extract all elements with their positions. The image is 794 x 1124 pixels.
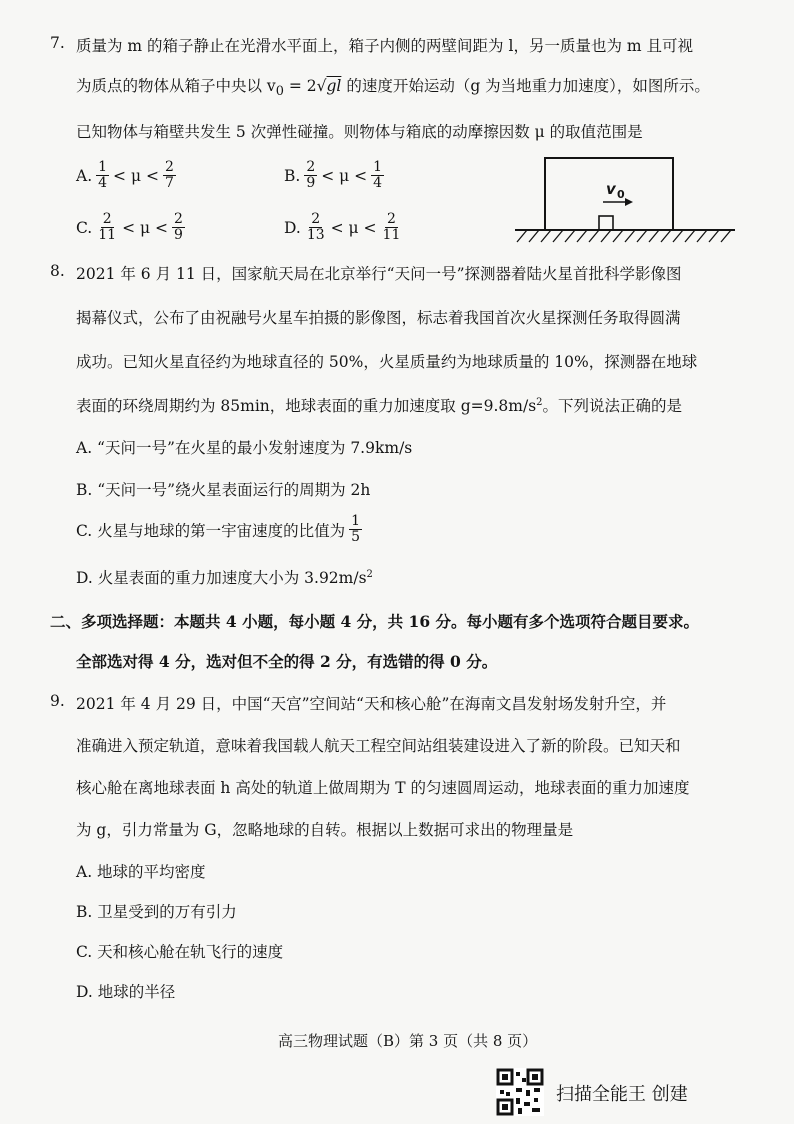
floor-hatching: [517, 230, 731, 242]
q8-line1: 2021 年 6 月 11 日，国家航天局在北京举行“天问一号”探测器着陆火星首批科学影像图: [76, 265, 682, 283]
q7-number: 7.: [50, 34, 65, 52]
section-heading: 二、多项选择题：本题共 4 小题，每小题 4 分，共 16 分。每小题有多个选项符合题目要求。: [50, 612, 700, 631]
small-block: [599, 216, 613, 230]
sqrt-sign: √: [316, 77, 327, 95]
q9-line2: 准确进入预定轨道，意味着我国载人航天工程空间站组装建设进入了新的阶段。已知天和: [76, 737, 681, 755]
q7-option-c: C. 2 11 < μ < 2 9: [76, 211, 183, 244]
q8-option-a: A. “天问一号”在火星的最小发射速度为 7.9km/s: [76, 439, 413, 457]
q7-option-a: A. 1 4 < μ < 2 7: [76, 159, 174, 192]
velocity-label-sub: 0: [617, 188, 625, 201]
q9-line1: 2021 年 4 月 29 日，中国“天宫”空间站“天和核心舱”在海南文昌发射场发射升空，并: [76, 695, 667, 713]
q8-option-c: C. 火星与地球的第一宇宙速度的比值为 1 5: [76, 513, 361, 546]
q8-number: 8.: [50, 262, 65, 280]
box-on-floor-figure: [505, 150, 745, 250]
q7-line1: 质量为 m 的箱子静止在光滑水平面上，箱子内侧的两壁间距为 l，另一质量也为 m 且可视: [76, 37, 693, 55]
q8-line3: 成功。已知火星直径约为地球直径的 50%，火星质量约为地球质量的 10%，探测器在地球: [76, 353, 698, 371]
q8-option-b: B. “天问一号”绕火星表面运行的周期为 2h: [76, 481, 371, 499]
q9-option-c: C. 天和核心舱在轨飞行的速度: [76, 943, 284, 961]
velocity-arrow-head: [625, 198, 633, 206]
q8-line4: 表面的环绕周期约为 85min，地球表面的重力加速度取 $g=9.8m/s^2$。下列说法正确的是: [76, 396, 683, 415]
q9-line3: 核心舱在离地球表面 h 高处的轨道上做周期为 T 的匀速圆周运动，地球表面的重力加速度: [76, 779, 690, 797]
q9-line4: 为 g，引力常量为 G，忽略地球的自转。根据以上数据可求出的物理量是: [76, 821, 574, 839]
velocity-label: v: [606, 180, 616, 198]
q7-option-b: B. 2 9 < μ < 1 4: [284, 159, 383, 192]
q7-line3: 已知物体与箱壁共发生 5 次弹性碰撞。则物体与箱底的动摩擦因数 μ 的取值范围是: [76, 123, 643, 141]
section-scoring-note: 全部选对得 4 分，选对但不全的得 2 分，有选错的得 0 分。: [76, 652, 498, 671]
q8-line2: 揭幕仪式，公布了由祝融号火星车拍摄的影像图，标志着我国首次火星探测任务取得圆满: [76, 309, 681, 327]
q9-option-b: B. 卫星受到的万有引力: [76, 903, 237, 921]
q8-option-d: D. 火星表面的重力加速度大小为 $3.92m/s^2$: [76, 568, 373, 587]
q9-option-d: D. 地球的半径: [76, 983, 176, 1001]
q7-option-d: D. 2 13 < μ < 2 11: [284, 211, 401, 244]
qr-code-icon: [496, 1068, 544, 1116]
q9-option-a: A. 地球的平均密度: [76, 863, 206, 881]
page-footer: 高三物理试题（B）第 3 页（共 8 页）: [278, 1032, 538, 1050]
scanner-watermark-text: 扫描全能王 创建: [556, 1084, 688, 1105]
q9-number: 9.: [50, 692, 65, 710]
q7-line2: 为质点的物体从箱子中央以 $v_0 = 2√gl$ 的速度开始运动（g 为当地重力加速度），如图所示。: [76, 77, 710, 100]
